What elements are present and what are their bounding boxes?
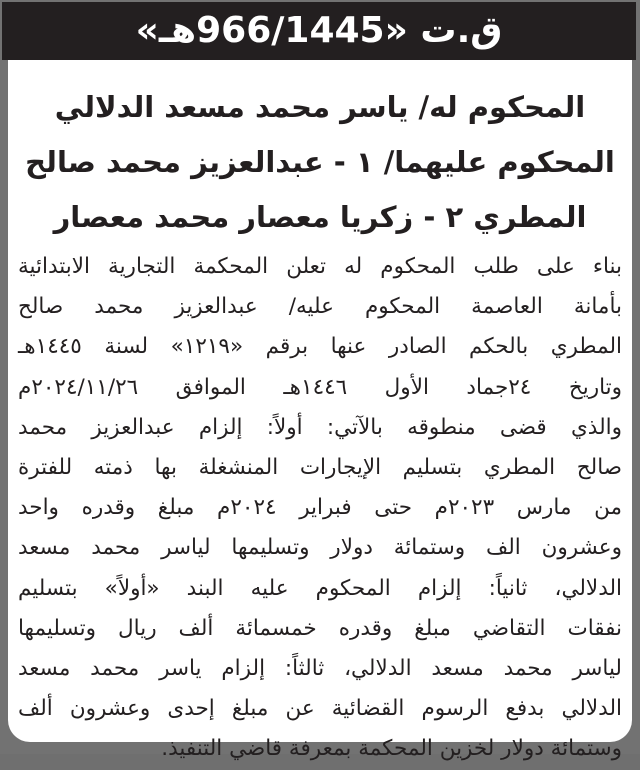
body-line: من مارس ٢٠٢٣م حتى فبراير ٢٠٢٤م مبلغ وقدره واحد xyxy=(18,495,623,521)
case-reference: ق.ت «966/1445هـ» xyxy=(135,10,503,51)
notice-panel xyxy=(8,60,632,762)
body-line: وعشرون الف وستمائة دولار وتسليمها لياسر محمد مسعد xyxy=(18,535,622,561)
body-line: المطري بالحكم الصادر عنها برقم «١٢١٩» لسنة ١٤٤٥هـ xyxy=(18,334,622,360)
case-reference-banner xyxy=(2,2,636,60)
defendants-line-1: المحكوم عليهما/ ١ - عبدالعزيز محمد صالح xyxy=(25,145,615,179)
parties-block xyxy=(18,80,622,245)
plaintiff-line: المحكوم له/ ياسر محمد مسعد الدلالي xyxy=(54,90,586,124)
body-line: بأمانة العاصمة المحكوم عليه/ عبدالعزيز محمد صالح xyxy=(18,294,622,320)
body-line: وستمائة دولار لخزين المحكمة بمعرفة قاضي التنفيذ. xyxy=(161,736,622,762)
notice-body xyxy=(18,247,622,770)
body-line: وتاريخ ٢٤جماد الأول ١٤٤٦هـ الموافق ٢٠٢٤/١١/٢٦م xyxy=(18,374,622,400)
body-line: الدلالي، ثانياً: إلزام المحكوم عليه البند «أولاً» بتسليم xyxy=(18,575,622,601)
body-line: لياسر محمد مسعد الدلالي، ثالثاً: إلزام ياسر محمد مسعد xyxy=(18,656,622,682)
body-line: صالح المطري بتسليم الإيجارات المنشغلة بها ذمته للفترة xyxy=(18,455,622,481)
body-line: والذي قضى منطوقه بالآتي: أولاً: إلزام عبدالعزيز محمد xyxy=(18,414,622,440)
body-line: نفقات التقاضي مبلغ وقدره خمسمائة ألف ريال وتسليمها xyxy=(18,615,622,641)
body-line: بناء على طلب المحكوم له تعلن المحكمة التجارية الابتدائية xyxy=(18,254,622,279)
defendants-line-2: المطري ٢ - زكريا معصار محمد معصار xyxy=(53,200,587,234)
body-line: الدلالي بدفع الرسوم القضائية عن مبلغ إحدى وعشرون ألف xyxy=(18,696,622,722)
